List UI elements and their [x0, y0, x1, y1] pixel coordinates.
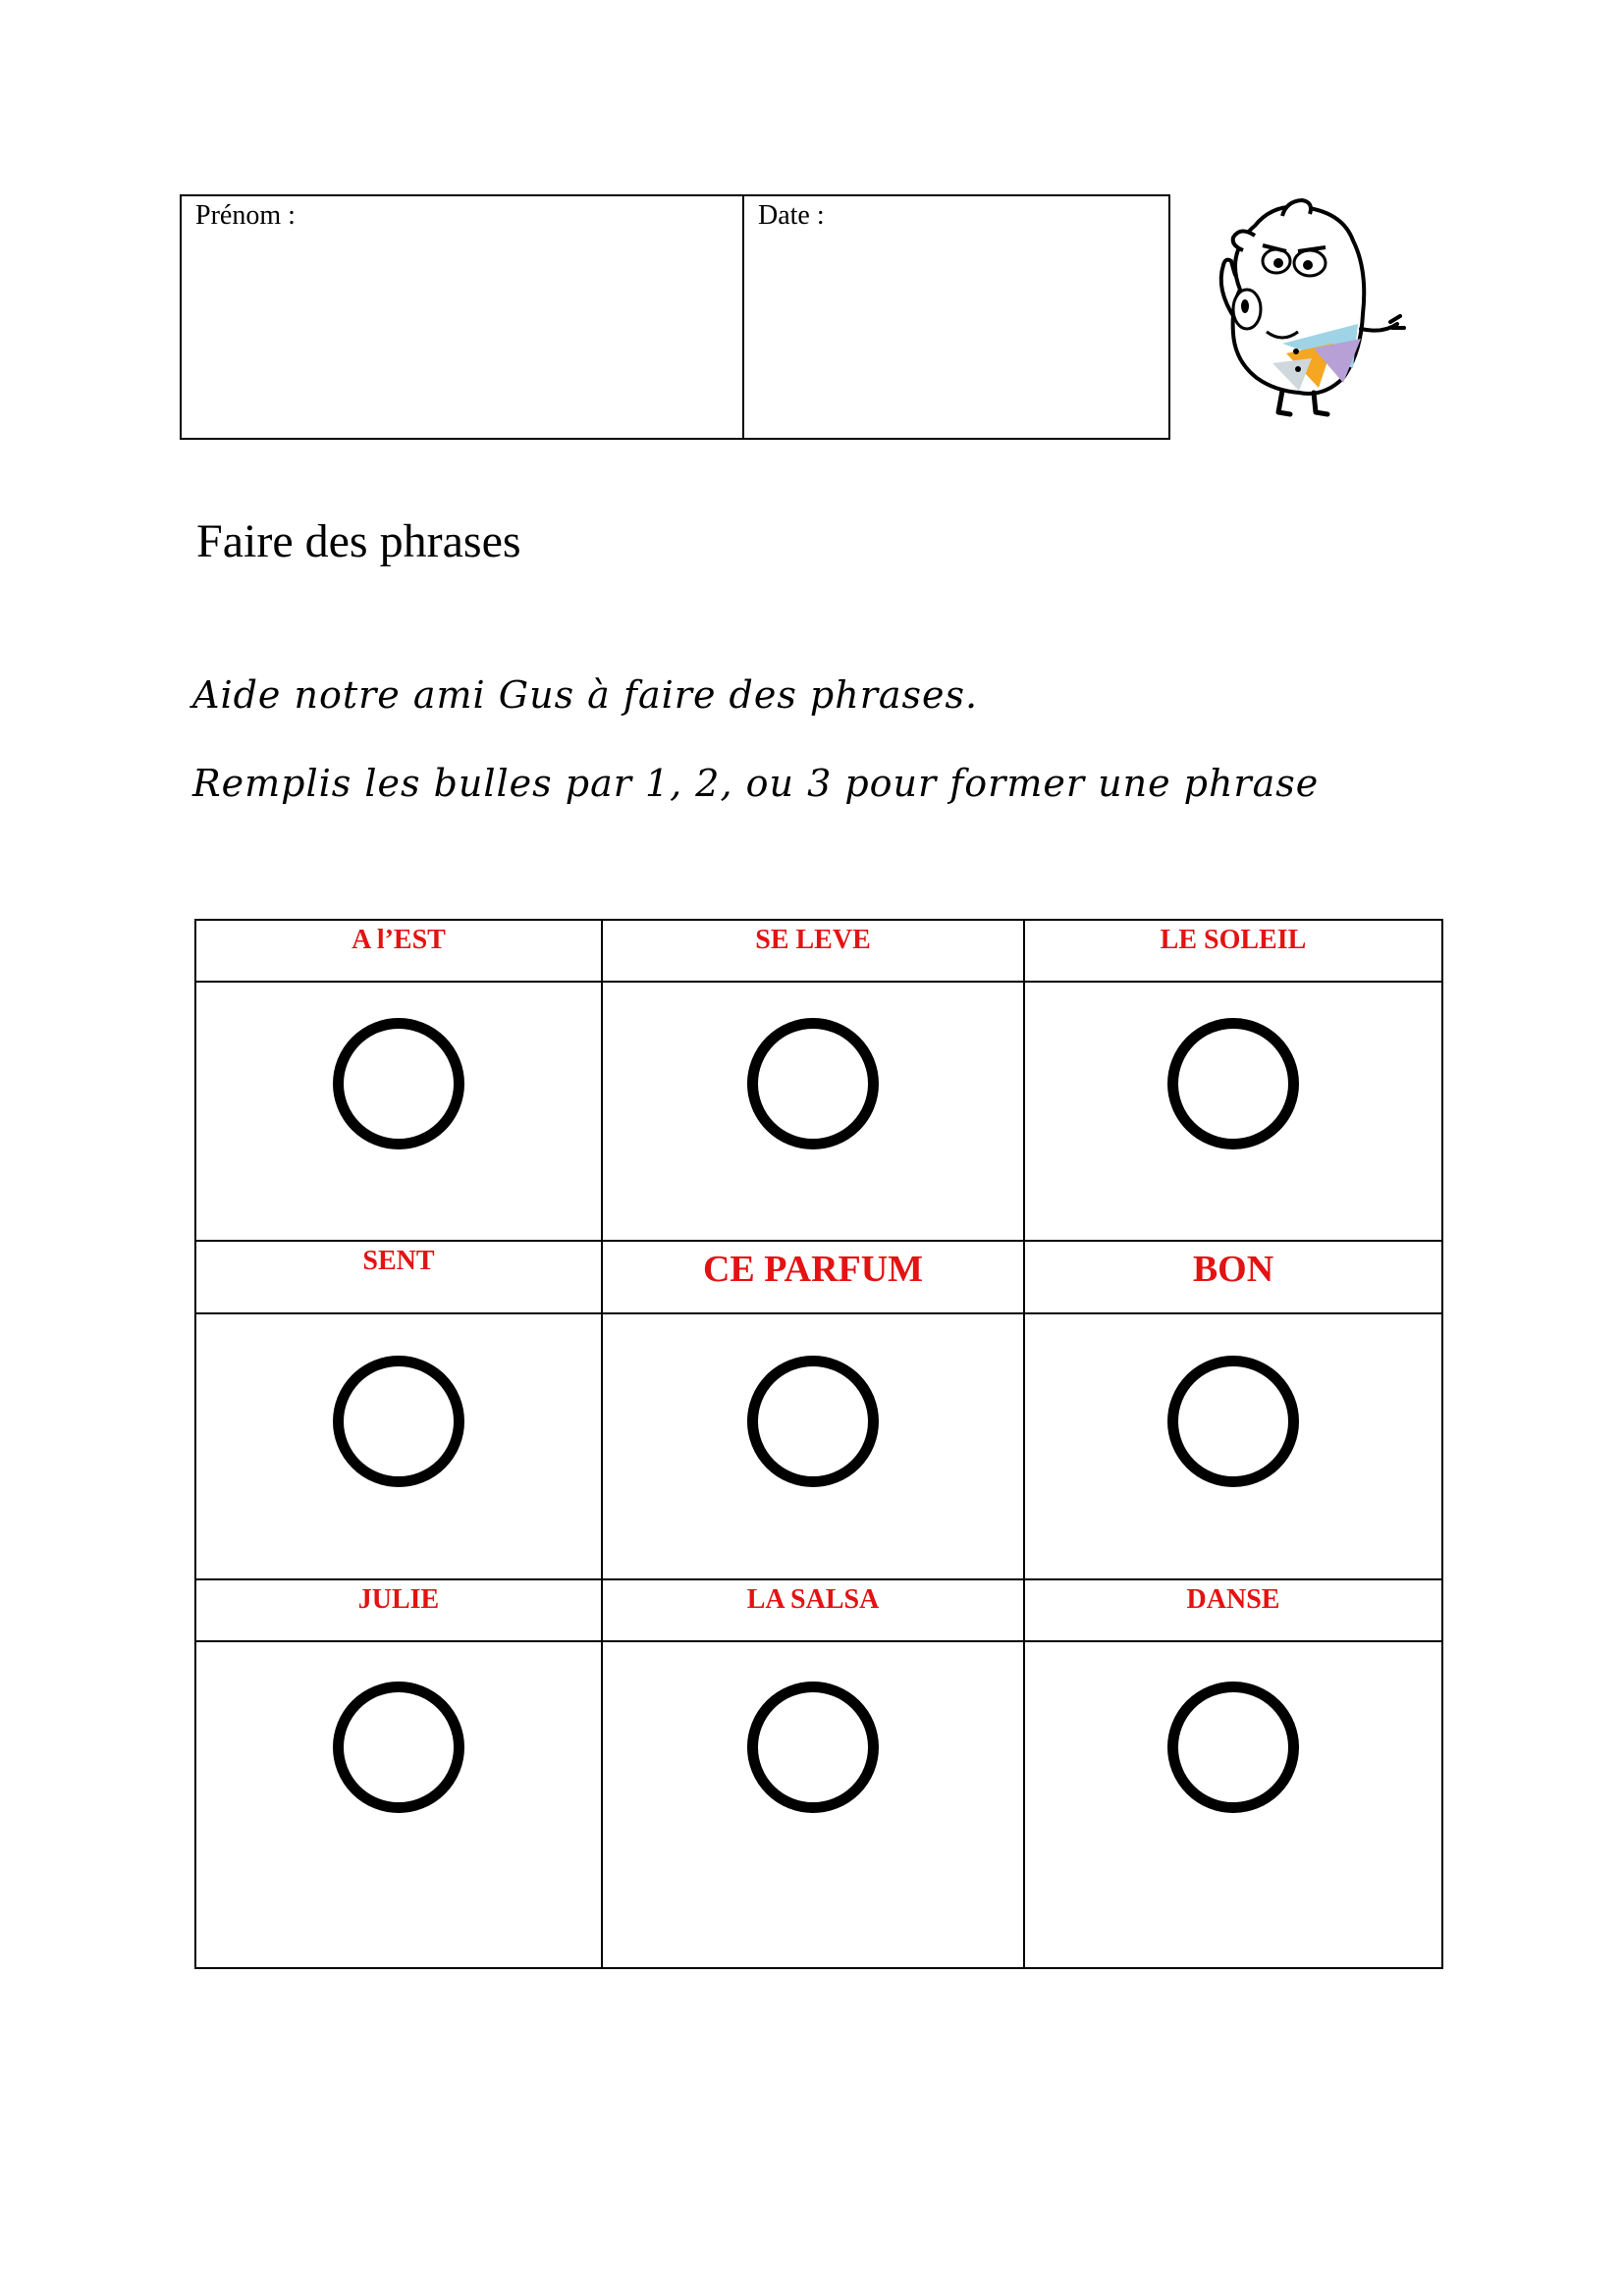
- bubble-row-2: [196, 1314, 1441, 1580]
- answer-bubble[interactable]: [1167, 1682, 1299, 1813]
- instruction-line-2: Remplis les bulles par 1, 2, ou 3 pour former une phrase: [192, 762, 1320, 805]
- word-label: SE LEVE: [755, 925, 871, 955]
- word-label: LE SOLEIL: [1160, 925, 1307, 955]
- word-row-3: [196, 1580, 1441, 1642]
- name-field[interactable]: [182, 196, 744, 438]
- answer-bubble[interactable]: [333, 1356, 464, 1487]
- bubble-cell: [603, 983, 1025, 1240]
- word-cell: [603, 921, 1025, 981]
- sheep-mascot-icon: [1196, 196, 1412, 417]
- bubble-cell: [603, 1642, 1025, 1967]
- answer-bubble[interactable]: [333, 1018, 464, 1149]
- sentence-grid: [194, 919, 1443, 1969]
- word-cell: [1025, 1242, 1441, 1312]
- word-cell: [196, 921, 603, 981]
- answer-bubble[interactable]: [1167, 1356, 1299, 1487]
- name-label: Prénom :: [195, 200, 296, 231]
- bubble-row-3: [196, 1642, 1441, 1967]
- word-cell: [1025, 1580, 1441, 1640]
- student-info-box: [180, 194, 1170, 440]
- date-label: Date :: [758, 200, 825, 231]
- answer-bubble[interactable]: [747, 1356, 879, 1487]
- bubble-row-1: [196, 983, 1441, 1242]
- word-label: A l’EST: [352, 925, 446, 955]
- date-field[interactable]: [744, 196, 1168, 438]
- answer-bubble[interactable]: [333, 1682, 464, 1813]
- answer-bubble[interactable]: [747, 1682, 879, 1813]
- bubble-cell: [196, 1642, 603, 1967]
- bubble-cell: [1025, 1642, 1441, 1967]
- word-cell: [1025, 921, 1441, 981]
- word-label: SENT: [362, 1246, 435, 1276]
- word-row-1: [196, 921, 1441, 983]
- word-label: JULIE: [357, 1584, 440, 1615]
- word-cell: [603, 1242, 1025, 1312]
- word-label: BON: [1192, 1249, 1274, 1290]
- word-row-2: [196, 1242, 1441, 1314]
- word-label: DANSE: [1186, 1584, 1280, 1615]
- word-cell: [196, 1580, 603, 1640]
- bubble-cell: [1025, 1314, 1441, 1578]
- page-title: Faire des phrases: [196, 515, 521, 567]
- word-cell: [603, 1580, 1025, 1640]
- word-label: LA SALSA: [746, 1584, 880, 1615]
- word-cell: [196, 1242, 603, 1312]
- word-label: CE PARFUM: [702, 1249, 924, 1290]
- bubble-cell: [1025, 983, 1441, 1240]
- bubble-cell: [196, 1314, 603, 1578]
- answer-bubble[interactable]: [1167, 1018, 1299, 1149]
- bubble-cell: [196, 983, 603, 1240]
- answer-bubble[interactable]: [747, 1018, 879, 1149]
- bubble-cell: [603, 1314, 1025, 1578]
- instruction-line-1: Aide notre ami Gus à faire des phrases.: [192, 673, 979, 717]
